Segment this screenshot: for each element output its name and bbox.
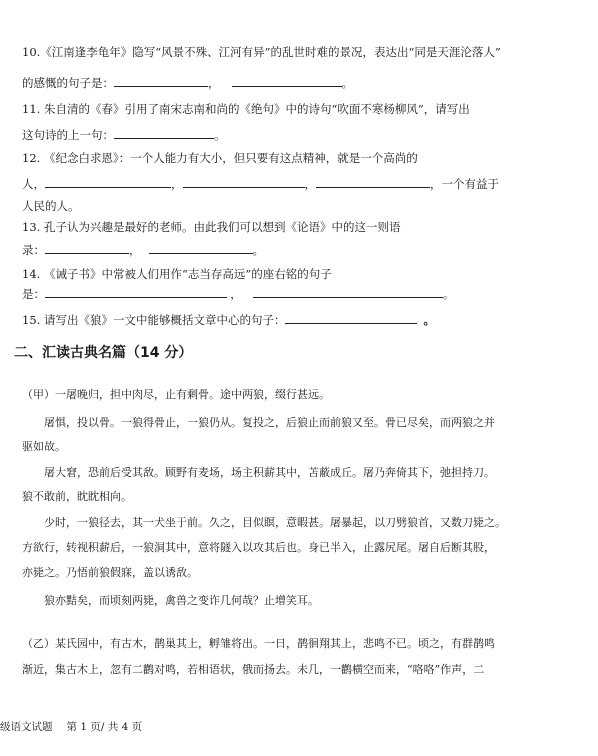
q14-end: 。 [443,287,455,301]
passage-jia-p4-line2: 方欲行，转视积薪后，一狼洞其中，意将隧入以攻其后也。身已半入，止露尻尾。屠自后断其股， [22,541,495,554]
q13-line2 [22,241,264,258]
q10-line1: 10.《江南逢李龟年》隐写“风景不殊、江河有异”的乱世时难的景况，表达出“同是天涯沦落人” [22,45,501,59]
q14-line2 [22,285,455,302]
q15-answer-blank[interactable] [285,311,417,324]
passage-jia-p3-line1: 屠大窘，恐前后受其敌。顾野有麦场，场主积薪其中，苫蔽成丘。屠乃奔倚其下，弛担持刀。 [44,466,495,479]
q13-end: 。 [252,243,264,257]
passage-jia-p1: （甲）一屠晚归，担中肉尽，止有剩骨。途中两狼，缀行甚远。 [22,388,330,401]
q14-prefix: 是： [22,287,45,301]
q12-prefix: 人， [22,177,45,191]
q10-answer-blank-1[interactable] [114,74,208,87]
q12-answer-blank-3[interactable] [316,175,430,188]
section-2-heading: 二、汇读古典名篇（14 分） [14,345,193,361]
q12-sep-2: ， [304,177,316,191]
q12-answer-blank-2[interactable] [183,175,305,188]
q10-sep: ， [208,76,220,90]
q14-line1: 14. 《诫子书》中常被人们用作“志当存高远”的座右铭的句子 [22,267,332,281]
q11-prefix: 这句诗的上一句： [22,128,114,142]
q12-line2 [22,175,499,192]
q10-answer-blank-2[interactable] [232,74,342,87]
passage-jia-p5: 狼亦黠矣，而顷刻两毙，禽兽之变诈几何哉？止增笑耳。 [44,594,319,607]
footer-page-number: 第 1 页/ 共 4 页 [66,721,143,733]
q10-line2 [22,74,353,91]
q12-sep-1: ， [171,177,183,191]
passage-jia-p3-line2: 狼不敢前，眈眈相向。 [22,490,132,503]
q11-answer-blank[interactable] [114,126,214,139]
q13-answer-blank-1[interactable] [45,241,129,254]
passage-yi-line1: （乙）某氏园中，有古木，鹊巢其上，孵雏将出。一日，鹊徊翔其上，悲鸣不已。顷之，有群鹊鸣 [22,637,495,650]
q13-line1: 13. 孔子认为兴趣是最好的老师。由此我们可以想到《论语》中的这一则语 [22,220,401,234]
q11-end: 。 [214,128,226,142]
passage-jia-p4-line1: 少时，一狼径去，其一犬坐于前。久之，目似瞑，意暇甚。屠暴起，以刀劈狼首，又数刀毙之。 [44,516,506,529]
q10-prefix: 的感慨的句子是： [22,76,114,90]
q13-sep: ， [129,243,141,257]
q15-line [22,311,435,328]
passage-jia-p4-line3: 亦毙之。乃悟前狼假寐，盖以诱敌。 [22,566,198,579]
q14-sep: ， [230,287,242,301]
passage-jia-p2-line1: 屠惧，投以骨。一狼得骨止，一狼仍从。复投之，后狼止而前狼又至。骨已尽矣，而两狼之并 [44,416,495,429]
passage-jia-p2-line2: 驱如故。 [22,440,66,453]
q14-answer-blank-2[interactable] [253,285,443,298]
footer-exam-name: 级语文试题 [0,721,53,733]
q15-end: 。 [423,313,435,327]
q11-line1: 11. 朱自清的《春》引用了南宋志南和尚的《绝句》中的诗句“吹面不寒杨柳风”，请写出 [22,102,470,116]
q12-line1: 12. 《纪念白求恩》：一个人能力有大小，但只要有这点精神，就是一个高尚的 [22,151,418,165]
q12-suffix: ，一个有益于 [430,177,499,191]
q10-end: 。 [341,76,353,90]
passage-yi-line2: 渐近，集古木上，忽有二鹳对鸣，若相语状，俄而扬去。未几，一鹳横空而来，“咯咯”作声，二 [22,663,485,676]
q15-prompt: 15. 请写出《狼》一文中能够概括文章中心的句子： [22,313,286,327]
q13-answer-blank-2[interactable] [149,241,253,254]
q12-line3: 人民的人。 [22,199,80,213]
q14-answer-blank-1[interactable] [45,285,227,298]
q12-answer-blank-1[interactable] [45,175,171,188]
q13-prefix: 录： [22,243,45,257]
q11-line2 [22,126,226,143]
page-footer [0,719,142,734]
